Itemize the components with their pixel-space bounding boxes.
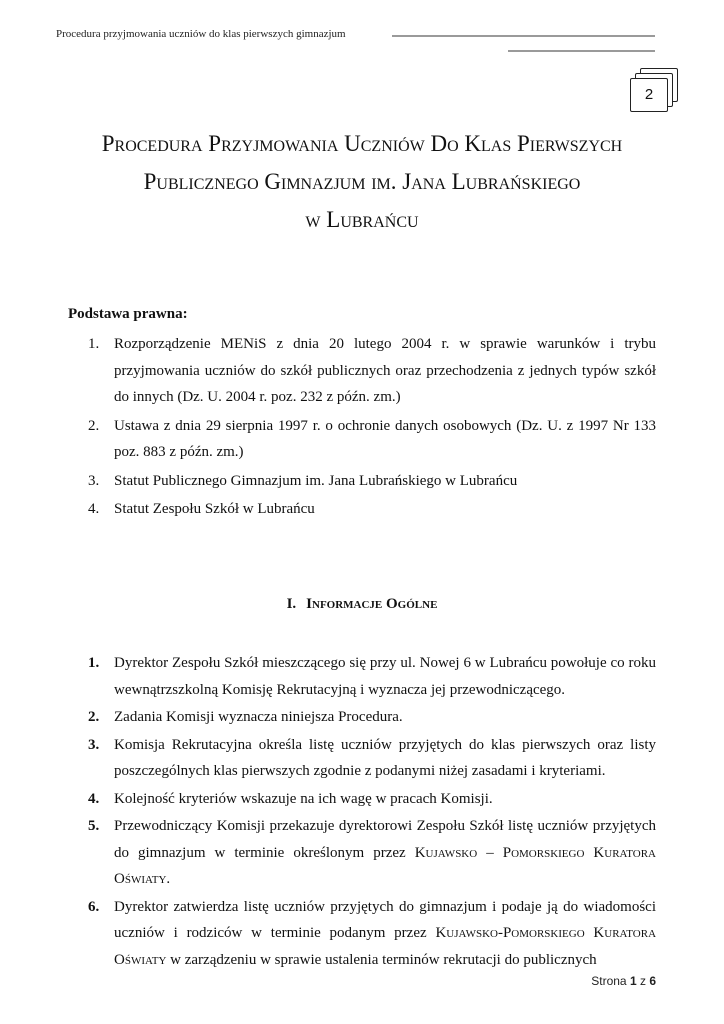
list-item: [68, 650, 656, 703]
authority-name: Kujawsko-Pomorskiego Kuratora Oświaty: [114, 925, 657, 968]
title-line-3: w Lubrańcu: [305, 207, 419, 232]
list-item: [68, 704, 656, 731]
item-text-tail: .: [166, 871, 171, 887]
item-number: 3.: [88, 736, 100, 753]
item-text: Ustawa z dnia 29 sierpnia 1997 r. o ochronie danych osobowych (Dz. U. z 1997 Nr 133 poz. 883 z późn. zm.): [114, 417, 656, 460]
item-number: 2.: [88, 709, 100, 725]
item-text: Statut Publicznego Gimnazjum im. Jana Lubrańskiego w Lubrańcu: [114, 472, 518, 489]
item-text: Rozporządzenie MENiS z dnia 20 lutego 2004 r. w sprawie warunków i trybu przyjmowania uczniów do szkół publicznych oraz przechodzenia z jednych typów szkół do innych (Dz. U. 2004 r. poz. 232 z późn. zm.): [114, 336, 656, 405]
item-number: 5.: [88, 818, 100, 834]
page-badge-number: 2: [644, 86, 654, 103]
item-number: 6.: [88, 898, 100, 915]
general-info-list: [68, 650, 656, 974]
list-item: [68, 331, 656, 411]
item-text-tail: w zarządzeniu w sprawie ustalenia terminów rekrutacji do publicznych: [166, 951, 597, 968]
item-text: Dyrektor zatwierdza listę uczniów przyjętych do gimnazjum i podaje ją do wiadomości uczniów i rodziców w terminie podanym przez: [114, 898, 656, 941]
footer-total-pages: 6: [649, 974, 656, 988]
item-text: Zadania Komisji wyznacza niniejsza Procedura.: [114, 709, 403, 725]
item-text: Komisja Rekrutacyjna określa listę uczniów przyjętych do klas pierwszych oraz listy poszczególnych klas pierwszych zgodnie z podanymi niżej zasadami i kryteriami.: [114, 736, 656, 779]
title-line-2: Publicznego Gimnazjum im. Jana Lubrańskiego: [143, 169, 581, 194]
item-text: Kolejność kryteriów wskazuje na ich wagę w pracach Komisji.: [114, 790, 493, 807]
footer-current-page: 1: [629, 974, 637, 988]
list-item: [68, 732, 656, 785]
item-number: 4.: [88, 790, 100, 807]
footer-label: Strona: [591, 974, 627, 988]
item-text: Statut Zespołu Szkół w Lubrańcu: [114, 501, 315, 517]
header-rule-bottom: [508, 50, 655, 52]
section-title: Informacje Ogólne: [306, 596, 438, 612]
section-number: I.: [286, 596, 297, 612]
item-number: 3.: [88, 472, 100, 489]
header-rule-top: [392, 35, 655, 37]
page-footer: [591, 974, 656, 988]
authority-name: Kujawsko – Pomorskiego Kuratora Oświaty: [114, 844, 656, 887]
legal-basis-list: [68, 331, 656, 525]
running-header-title: Procedura przyjmowania uczniów do klas pierwszych gimnazjum: [56, 28, 346, 40]
item-number: 2.: [88, 417, 100, 434]
footer-separator: z: [639, 974, 646, 988]
list-item: [68, 468, 656, 495]
item-number: 1.: [88, 336, 100, 352]
list-item: [68, 894, 656, 974]
list-item: [68, 813, 656, 893]
item-text: Przewodniczący Komisji przekazuje dyrektorowi Zespołu Szkół listę uczniów przyjętych do gimnazjum w terminie określonym przez: [114, 818, 656, 861]
document-title: [40, 125, 684, 239]
item-number: 1.: [88, 655, 100, 671]
item-number: 4.: [88, 501, 100, 517]
title-line-1: Procedura Przyjmowania Uczniów Do Klas Pierwszych: [101, 131, 623, 156]
list-item: [68, 786, 656, 813]
list-item: [68, 413, 656, 466]
item-text: Dyrektor Zespołu Szkół mieszczącego się przy ul. Nowej 6 w Lubrańcu powołuje co roku wewnątrzszkolną Komisję Rekrutacyjną i wyznacza jej przewodniczącego.: [114, 655, 656, 698]
section-heading: [0, 596, 724, 613]
legal-basis-heading: Podstawa prawna:: [68, 306, 188, 322]
page-stack-icon: [630, 68, 678, 112]
list-item: [68, 496, 656, 523]
